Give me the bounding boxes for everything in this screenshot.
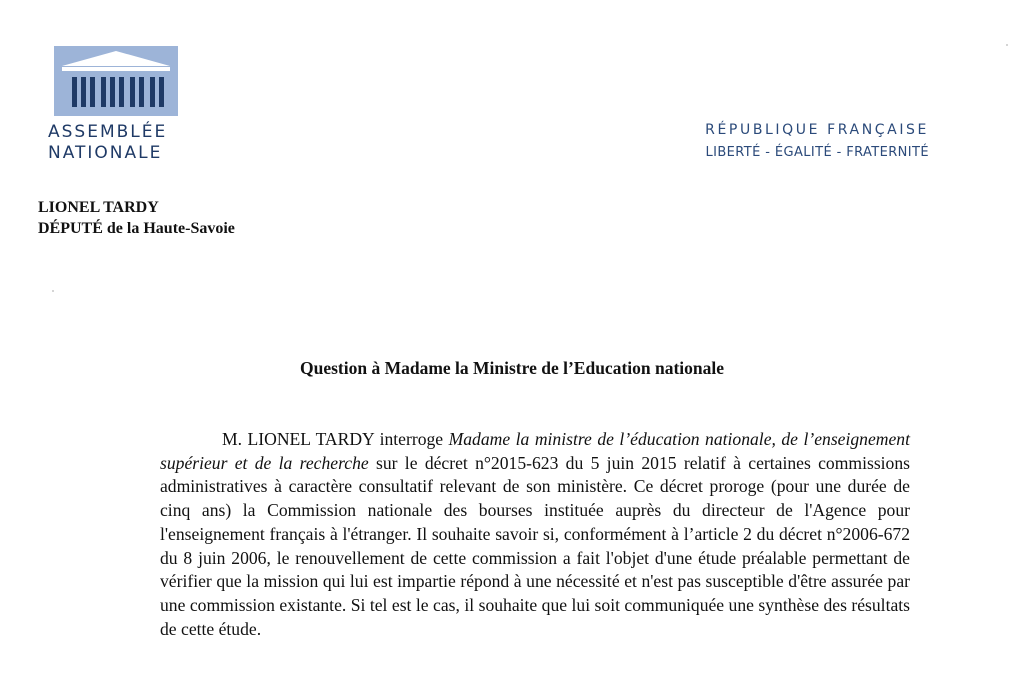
scan-speck xyxy=(52,290,54,292)
deputy-block xyxy=(38,197,235,239)
institution-line-2: NATIONALE xyxy=(48,143,163,163)
institution-line-1: ASSEMBLÉE xyxy=(48,122,168,142)
institution-name xyxy=(48,122,167,164)
republique-title: RÉPUBLIQUE FRANÇAISE xyxy=(705,122,929,138)
palais-bourbon-emblem-icon xyxy=(54,46,178,116)
republique-header xyxy=(705,120,929,163)
speaker-name: M. LIONEL TARDY xyxy=(222,429,375,449)
republique-motto: LIBERTÉ - ÉGALITÉ - FRATERNITÉ xyxy=(705,145,929,160)
deputy-title xyxy=(38,218,235,239)
verb: interroge xyxy=(374,429,449,449)
scan-speck xyxy=(1006,44,1008,46)
deputy-title-label: DÉPUTÉ xyxy=(38,220,103,237)
addressee: Madame la ministre de l’éducation nationale, de l’enseignement supérieur et de la recherche xyxy=(160,429,910,473)
question-title: Question à Madame la Ministre de l’Education nationale xyxy=(299,358,725,378)
deputy-name: LIONEL TARDY xyxy=(38,199,159,216)
question-body xyxy=(160,428,910,641)
deputy-constituency: de la Haute-Savoie xyxy=(102,220,235,237)
question-text: sur le décret n°2015-623 du 5 juin 2015 relatif à certaines commissions administratives à caractère consultatif relevant de son ministère. Ce décret proroge (pour une durée de cinq ans) la Commission nationale des bourses instituée auprès du directeur de l'Agence pour l'enseignement français à l'étranger. Il souhaite savoir si, conformément à l’article 2 du décret n°2006-672 du 8 juin 2006, le renouvellement de cette commission a fait l'objet d'une étude préalable permettant de vérifier que la mission qui lui est impartie répond à une nécessité et n'est pas susceptible d'être assurée par une commission existante. Si tel est le cas, il souhaite que lui soit communiquée une synthèse des résultats de cette étude. xyxy=(160,452,910,639)
